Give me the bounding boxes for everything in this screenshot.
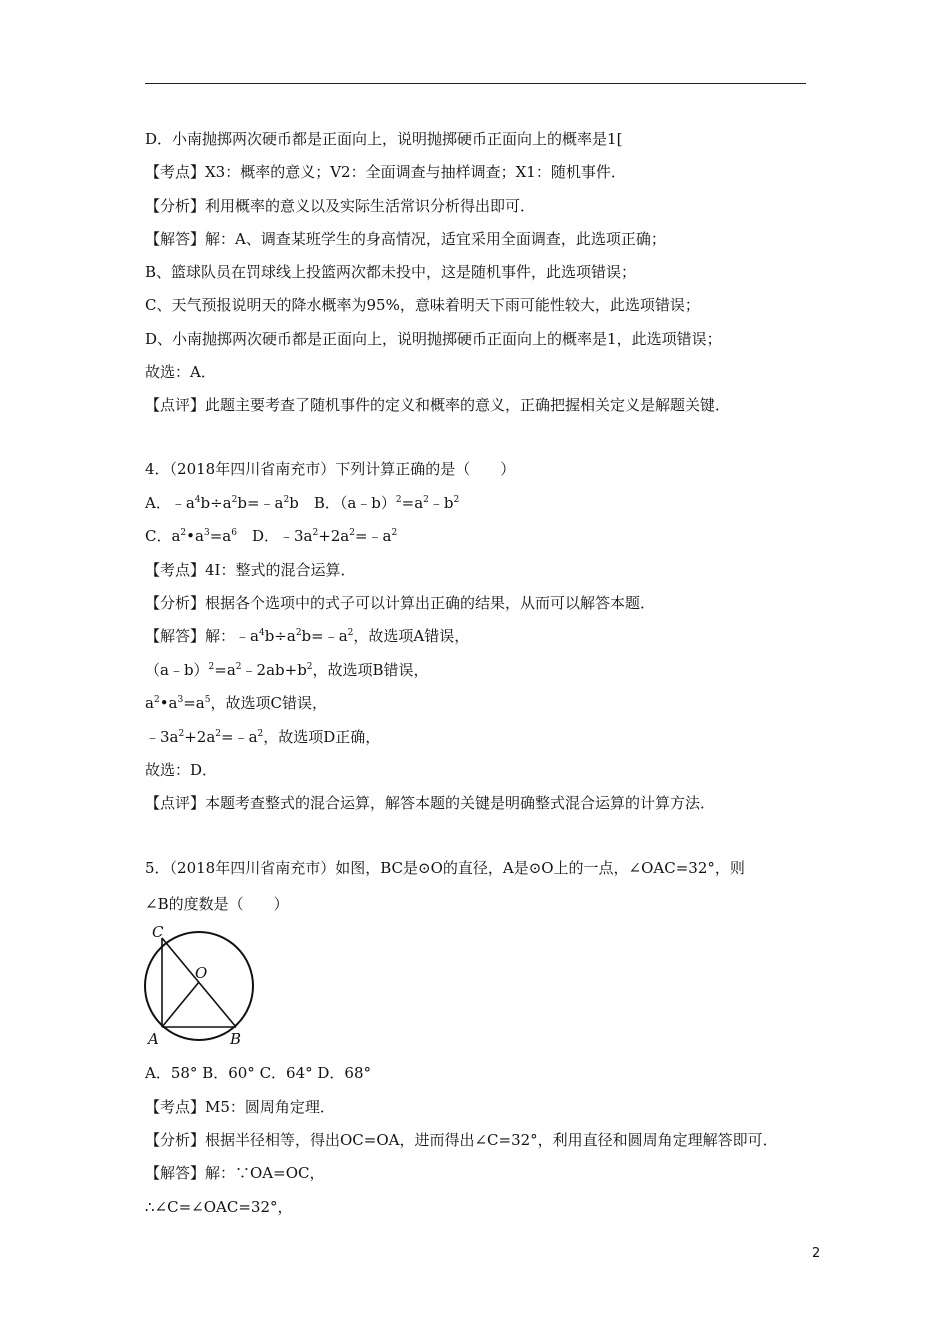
page-number: 2 xyxy=(812,1246,821,1261)
q3-jieda: 【解答】解：A、调查某班学生的身高情况，适宜采用全面调查，此选项正确； xyxy=(145,230,666,248)
q3-choice: 故选：A． xyxy=(145,363,216,381)
q5-step: ∴∠C=∠OAC=32°， xyxy=(145,1198,293,1216)
label-a: A xyxy=(148,1030,159,1048)
q4-step-b: $(a﹣b)^2=a^2﹣2ab+b^2$，故选项B错误， xyxy=(145,661,429,679)
q4-options-ab: A．$﹣a^4b\div a^2b=﹣a^2b$ B．$(a﹣b)^2=a^2﹣b^2$ xyxy=(145,494,460,512)
q4-options-cd: C．$a^2•a^3=a^6$ D．$﹣3a^2+2a^2=﹣a^2$ xyxy=(145,527,398,545)
q5-kaodian: 【考点】M5：圆周角定理． xyxy=(145,1098,335,1116)
q5-stem-line1: 5．（2018年四川省南充市）如图，BC是⊙O的直径，A是⊙O上的一点，∠OAC=32°，则 xyxy=(145,859,745,877)
q5-stem-line2: ∠B的度数是（ ） xyxy=(145,895,289,913)
q5-jieda: 【解答】解：∵OA=OC， xyxy=(145,1164,325,1182)
circle-o xyxy=(145,932,253,1040)
label-o: O xyxy=(195,964,208,982)
q4-dianping: 【点评】本题考查整式的混合运算，解答本题的关键是明确整式混合运算的计算方法． xyxy=(145,794,716,812)
q5-options: A．58° B．60° C．64° D．68° xyxy=(145,1064,372,1082)
q4-step-d: $﹣3a^2+2a^2=﹣a^2$，故选项D正确， xyxy=(145,728,381,746)
q4-kaodian: 【考点】4I：整式的混合运算． xyxy=(145,561,356,579)
q3-dianping: 【点评】此题主要考查了随机事件的定义和概率的意义，正确把握相关定义是解题关键． xyxy=(145,396,731,414)
q4-jieda: 【解答】解：$﹣a^4b\div a^2b=﹣a^2$，故选项A错误， xyxy=(145,627,470,645)
q3-fenxi: 【分析】利用概率的意义以及实际生活常识分析得出即可． xyxy=(145,197,536,215)
q3-kaodian: 【考点】X3：概率的意义；V2：全面调查与抽样调查；X1：随机事件． xyxy=(145,163,626,181)
q4-fenxi: 【分析】根据各个选项中的式子可以计算出正确的结果，从而可以解答本题． xyxy=(145,594,656,612)
q4-choice: 故选：D． xyxy=(145,761,218,779)
label-c: C xyxy=(152,923,164,941)
q3-line-c: C、天气预报说明天的降水概率为95%，意味着明天下雨可能性较大，此选项错误； xyxy=(145,296,700,314)
radius-oa xyxy=(162,982,199,1027)
q4-stem: 4．（2018年四川省南充市）下列计算正确的是（ ） xyxy=(145,460,516,478)
q4-step-c: $a^2•a^3=a^5$，故选项C错误， xyxy=(145,694,327,712)
q5-fenxi: 【分析】根据半径相等，得出OC=OA，进而得出∠C=32°，利用直径和圆周角定理解答即可． xyxy=(145,1131,778,1149)
label-b: B xyxy=(230,1030,242,1048)
circle-figure xyxy=(140,922,260,1048)
q3-line-d: D、小南抛掷两次硬币都是正面向上，说明抛掷硬币正面向上的概率是1，此选项错误； xyxy=(145,330,722,348)
q3-line-b: B、篮球队员在罚球线上投篮两次都未投中，这是随机事件，此选项错误； xyxy=(145,263,637,281)
q3-option-d: D．小南抛掷两次硬币都是正面向上，说明抛掷硬币正面向上的概率是1[ xyxy=(145,130,623,148)
header-rule xyxy=(145,83,806,84)
